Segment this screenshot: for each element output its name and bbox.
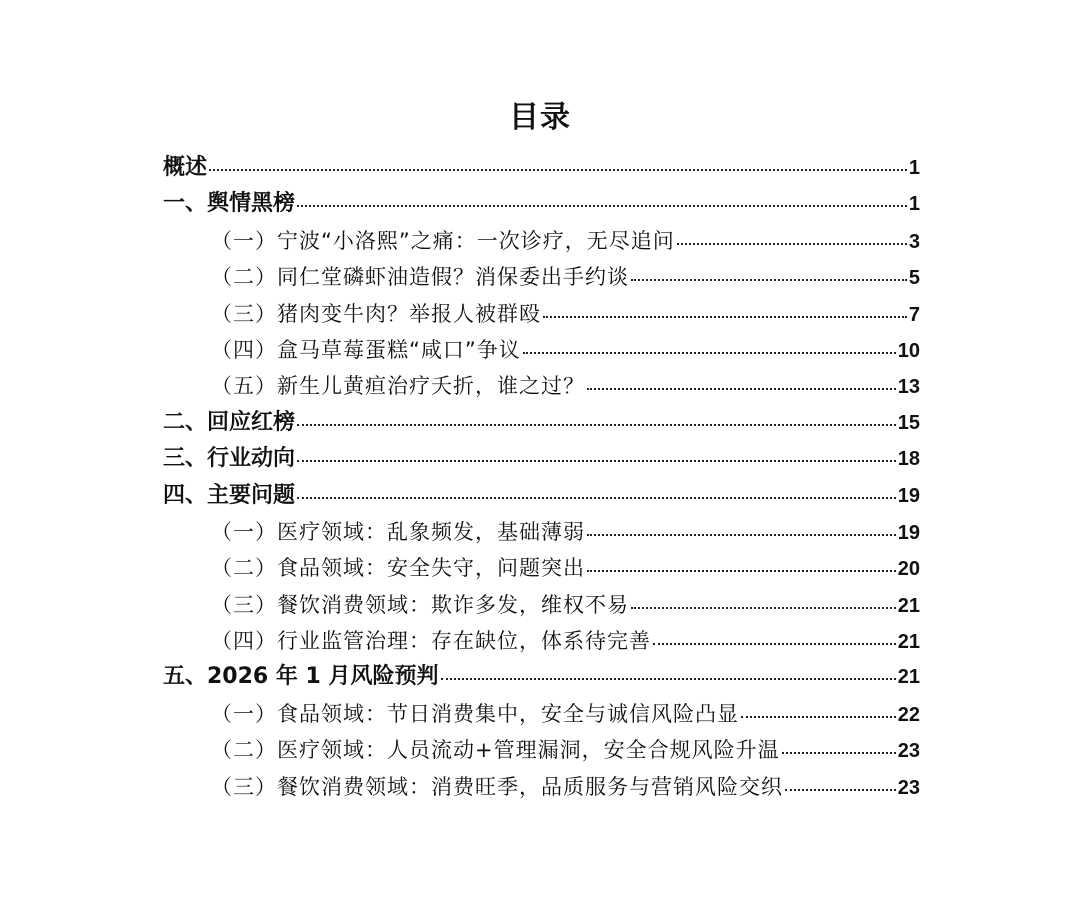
toc-entry-overview[interactable] — [163, 150, 920, 186]
toc-entry-label: （四）盒马草莓蛋糕“咸口”争议 — [211, 337, 521, 362]
toc-entry-section-1-4[interactable] — [163, 332, 920, 368]
toc-entry-label: （三）猪肉变牛肉？举报人被群殴 — [211, 301, 541, 326]
toc-entry-section-1-5[interactable] — [163, 368, 920, 404]
dot-leader — [297, 424, 896, 426]
toc-title: 目录 — [509, 100, 571, 135]
toc-entry-label: （二）食品领域：安全失守，问题突出 — [211, 556, 585, 581]
toc-page-number: 7 — [908, 303, 920, 326]
toc-page-number: 5 — [908, 267, 920, 290]
toc-entry-section-4-2[interactable] — [163, 550, 920, 586]
toc-entry-section-4[interactable] — [163, 478, 920, 514]
toc-entry-section-4-4[interactable] — [163, 623, 920, 659]
toc-page-number: 19 — [897, 484, 920, 507]
toc-entry-label: 二、回应红榜 — [163, 409, 296, 435]
toc-entry-section-5[interactable] — [163, 659, 920, 695]
toc-page-number: 13 — [897, 376, 920, 399]
dot-leader — [741, 716, 896, 718]
toc-page-number: 21 — [897, 666, 920, 689]
toc-entry-section-2[interactable] — [163, 405, 920, 441]
dot-leader — [587, 570, 896, 572]
toc-entry-label: （一）医疗领域：乱象频发，基础薄弱 — [211, 519, 585, 544]
toc-entry-label: 概述 — [163, 155, 208, 180]
toc-page-number: 23 — [897, 740, 920, 763]
toc-entry-label: 五、2026 年 1 月风险预判 — [163, 664, 439, 690]
toc-entry-label: （二）医疗领域：人员流动+管理漏洞，安全合规风险升温 — [211, 738, 780, 763]
toc-page-number: 10 — [897, 339, 920, 362]
toc-entry-label: （五）新生儿黄疸治疗夭折，谁之过？ — [211, 374, 585, 399]
toc-entry-section-1-1[interactable] — [163, 223, 920, 259]
toc-page-number: 18 — [897, 448, 920, 471]
toc-entry-section-1[interactable] — [163, 186, 920, 222]
toc-entry-label: （四）行业监管治理：存在缺位，体系待完善 — [211, 629, 651, 654]
dot-leader — [523, 352, 896, 354]
dot-leader — [441, 678, 896, 680]
dot-leader — [587, 388, 896, 390]
toc-entry-label: （一）宁波“小洛熙”之痛：一次诊疗，无尽追问 — [211, 228, 675, 253]
dot-leader — [587, 534, 896, 536]
toc-page-number: 19 — [897, 521, 920, 544]
toc-entry-label: （一）食品领域：节日消费集中，安全与诚信风险凸显 — [211, 701, 739, 726]
dot-leader — [297, 460, 896, 462]
table-of-contents — [163, 150, 920, 805]
toc-entry-label: （三）餐饮消费领域：欺诈多发，维权不易 — [211, 592, 629, 617]
dot-leader — [297, 497, 896, 499]
toc-page-number: 15 — [897, 411, 920, 434]
toc-entry-section-5-3[interactable] — [163, 769, 920, 805]
toc-entry-label: （三）餐饮消费领域：消费旺季，品质服务与营销风险交织 — [211, 774, 783, 799]
toc-page-number: 21 — [897, 594, 920, 617]
dot-leader — [631, 607, 896, 609]
toc-page-number: 1 — [908, 157, 920, 179]
toc-entry-section-5-1[interactable] — [163, 696, 920, 732]
dot-leader — [785, 789, 896, 791]
dot-leader — [631, 279, 907, 281]
toc-entry-section-4-1[interactable] — [163, 514, 920, 550]
dot-leader — [677, 243, 907, 245]
dot-leader — [209, 169, 907, 171]
toc-page-number: 3 — [908, 230, 920, 253]
toc-page-number: 23 — [897, 776, 920, 799]
dot-leader — [297, 205, 907, 207]
toc-entry-label: 四、主要问题 — [163, 482, 296, 508]
dot-leader — [782, 752, 896, 754]
toc-page-number: 22 — [897, 703, 920, 726]
toc-page-number: 21 — [897, 631, 920, 654]
toc-entry-label: （二）同仁堂磷虾油造假？消保委出手约谈 — [211, 265, 629, 290]
toc-entry-section-1-2[interactable] — [163, 259, 920, 295]
toc-entry-label: 一、舆情黑榜 — [163, 191, 296, 217]
toc-entry-label: 三、行业动向 — [163, 446, 296, 472]
dot-leader — [543, 316, 907, 318]
toc-page-number: 20 — [897, 558, 920, 581]
toc-entry-section-1-3[interactable] — [163, 296, 920, 332]
dot-leader — [653, 643, 896, 645]
toc-entry-section-4-3[interactable] — [163, 587, 920, 623]
toc-entry-section-5-2[interactable] — [163, 732, 920, 768]
toc-page-number: 1 — [908, 193, 920, 216]
toc-entry-section-3[interactable] — [163, 441, 920, 477]
